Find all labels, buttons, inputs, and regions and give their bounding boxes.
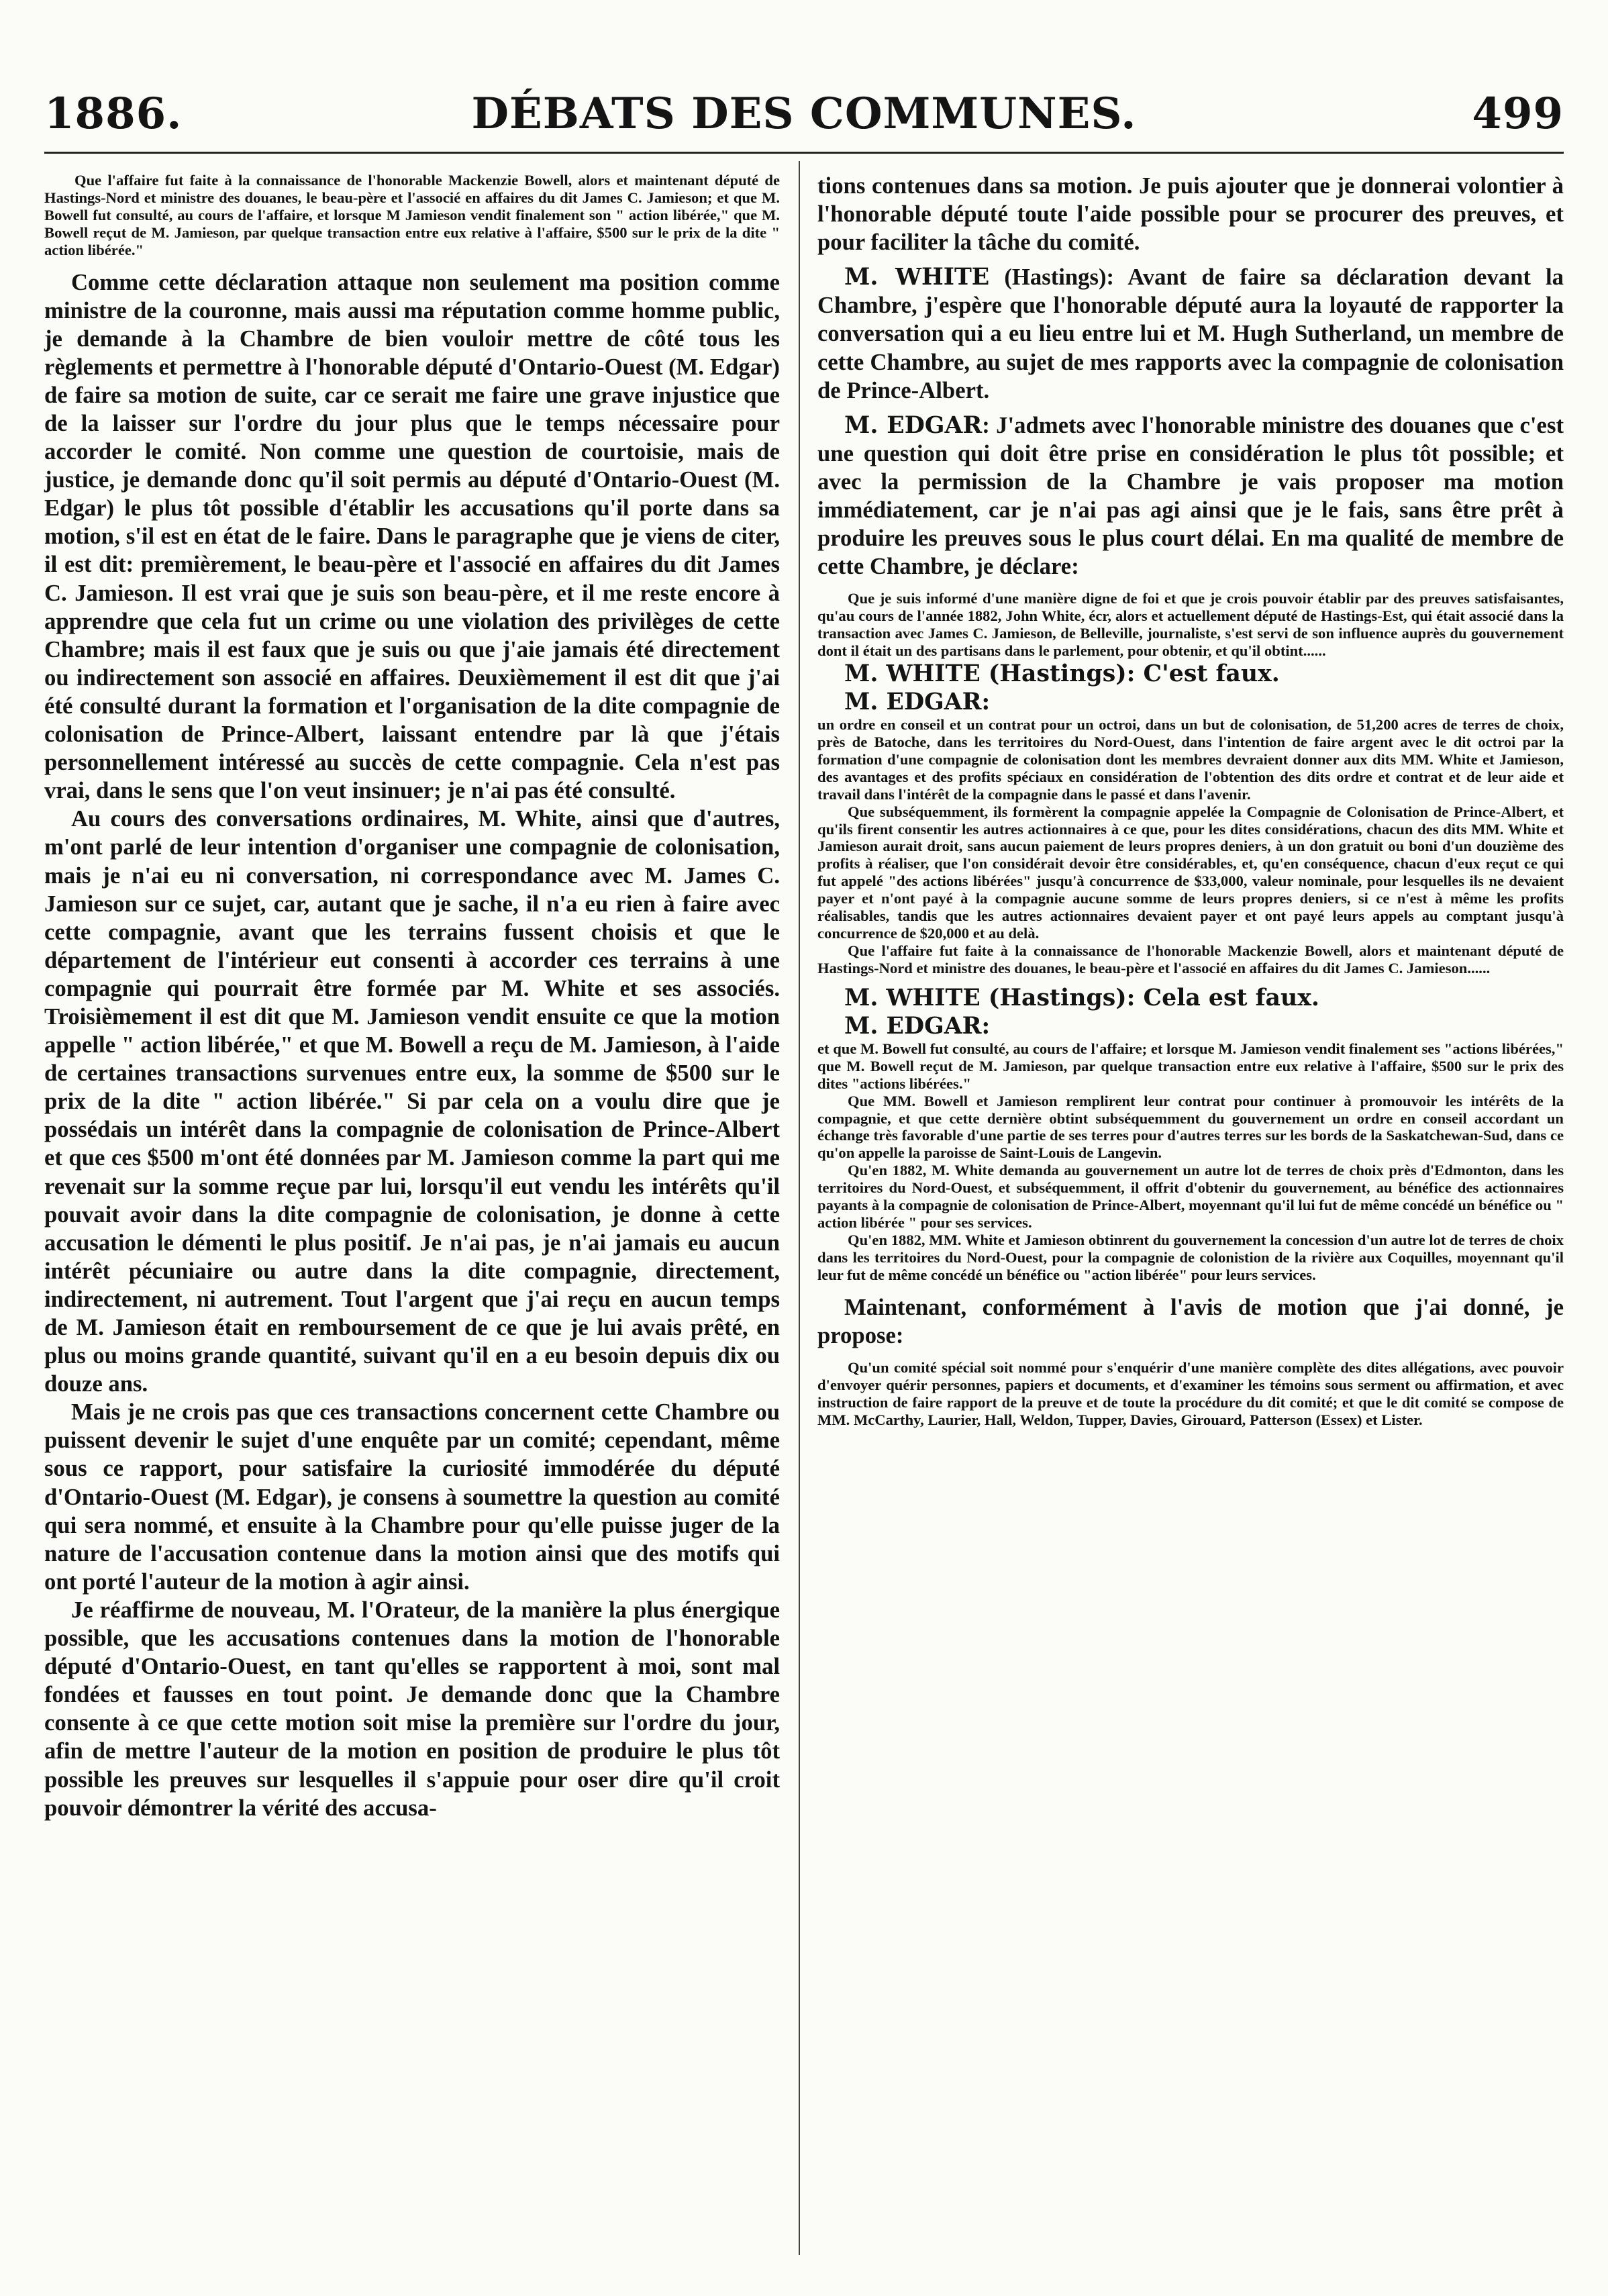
body-paragraph: Je réaffirme de nouveau, M. l'Orateur, de la manière la plus énergique possible, que les accusations contenues dans la motion de l'honorable député d'Ontario-Ouest, en tant qu'elles se rapportent à moi, sont mal fondées et fausses en tout point. Je demande donc que la Chambre consente à ce que cette motion soit mise la première sur l'ordre du jour, afin de mettre l'auteur de la motion en position de produire le plus tôt possible les preuves sur lesquelles il s'appuie pour oser dire qu'il croit pouvoir démontrer la vérité des accusa-	[44, 1596, 780, 1821]
body-paragraph: Au cours des conversations ordinaires, M. White, ainsi que d'autres, m'ont parlé de leur intention d'organiser une compagnie de colonisation, mais je n'ai eu ni conversation, ni correspondance avec M. James C. Jamieson sur ce sujet, car, autant que je sache, il n'a eu rien à faire avec cette compagnie, avant que les terrains fussent choisis et que le département de l'intérieur eut consenti à accorder ces terrains à une compagnie qui pourrait être formée par M. White et ses associés. Troisièmement il est dit que M. Jamieson vendit ensuite ce que la motion appelle " action libérée," et que M. Bowell a reçu de M. Jamieson, à l'aide de certaines transactions survenues entre eux, la somme de $500 sur le prix de la dite " action libérée." Si par cela on a voulu dire que je possédais un intérêt dans la compagnie de colonisation de Prince-Albert et que ces $500 m'ont été données par M. Jamieson comme la part qui me revenait sur la somme reçue par lui, lorsqu'il eut vendu les intérêts qu'il pouvait avoir dans la dite compagnie de colonisation, je donne à cette accusation le démenti le plus positif. Je n'ai pas, je n'ai jamais eu aucun intérêt pécuniaire ou autre dans la dite compagnie, directement, indirectement, ni autrement. Tout l'argent que j'ai reçu en aucun temps de M. Jamieson était en remboursement de ce que je lui avais prêté, en plus ou moins grande quantité, suivant qu'il en a eu besoin depuis dix ou douze ans.	[44, 805, 780, 1397]
speech-edgar	[817, 411, 1564, 581]
quoted-paragraph: un ordre en conseil et un contrat pour un octroi, dans un but de colonisation, de 51,200 acres de terres de choix, près de Batoche, dans les territoires du Nord-Ouest, dans l'intention de faire argent avec le dit octroi par la formation d'une compagnie de colonisation dont les membres devraient donner aux dits MM. White et Jamieson, des avantages et des profits spéciaux en considération de l'obtention des dits ordre et contrat et de leur aide et travail dans l'intérêt de la compagnie dans le passé et dans l'avenir.	[817, 716, 1564, 803]
speaker-line: M. WHITE (Hastings): Cela est faux.	[844, 983, 1319, 1011]
quoted-paragraph: Qu'un comité spécial soit nommé pour s'enquérir d'une manière complète des dites allégations, avec pouvoir d'envoyer quérir personnes, papiers et documents, et d'examiner les témoins sous serment ou affirmation, et avec instruction de faire rapport de la preuve et de toute la procédure du dit comité; et que le dit comité se compose de MM. McCarthy, Laurier, Hall, Weldon, Tupper, Davies, Girouard, Patterson (Essex) et Lister.	[817, 1358, 1564, 1428]
body-paragraph: Comme cette déclaration attaque non seulement ma position comme ministre de la couronne, mais aussi ma réputation comme homme public, je demande à la Chambre de bien vouloir mettre de côté tous les règlements et permettre à l'honorable député d'Ontario-Ouest (M. Edgar) de faire sa motion de suite, car ce serait me faire une grave injustice que de la laisser sur l'ordre du jour plus que le temps nécessaire pour accorder le comité. Non comme une question de courtoisie, mais de justice, je demande donc qu'il soit permis au député d'Ontario-Ouest (M. Edgar) le plus tôt possible d'établir les accusations qu'il porte dans sa motion, s'il est en état de le faire. Dans le paragraphe que je viens de citer, il est dit: premièrement, le beau-père et l'associé en affaires du dit James C. Jamieson. Il est vrai que je suis son beau-père, et il me reste encore à apprendre que cela fut un crime ou une violation des privilèges de cette Chambre; mais il est faux que je suis ou que j'aie jamais été directement ou indirectement son associé en affaires. Deuxièmement il est dit que j'ai été consulté durant la formation et l'organisation de la dite compagnie de colonisation de Prince-Albert, laissant entendre par là que j'étais personnellement intéressé au succès de cette compagnie. Cela n'est pas vrai, dans le sens que l'on veut insinuer; je n'ai pas été consulté.	[44, 268, 780, 804]
quoted-paragraph: Que je suis informé d'une manière digne de foi et que je crois pouvoir établir par des preuves satisfaisantes, qu'au cours de l'année 1882, John White, écr, alors et actuellement député de Hastings-Est, qui était associé dans la transaction avec James C. Jamieson, de Belleville, journaliste, s'est servi de son influence auprès du gouvernement dont il était un des partisans dans le parlement, pour obtenir, et qu'il obtint......	[817, 590, 1564, 660]
speech-text: (Hastings): Avant de faire sa déclaration devant la Chambre, j'espère que l'honorable député aura la loyauté de rapporter la conversation qui a eu lieu entre lui et M. Hugh Sutherland, un membre de cette Chambre, au sujet de mes rapports avec la compagnie de colonisation de Prince-Albert.	[817, 264, 1564, 403]
speaker-line: M. WHITE (Hastings): C'est faux.	[844, 659, 1280, 687]
body-paragraph: tions contenues dans sa motion. Je puis ajouter que je donnerai volontier à l'honorable député toute l'aide possible pour se procurer des preuves, et pour faciliter la tâche du comité.	[817, 172, 1564, 256]
header-year: 1886.	[44, 89, 183, 139]
quoted-paragraph: Que l'affaire fut faite à la connaissance de l'honorable Mackenzie Bowell, alors et maintenant député de Hastings-Nord et ministre des douanes, le beau-père et l'associé en affaires du dit James C. Jamieson......	[817, 942, 1564, 977]
quoted-paragraph: et que M. Bowell fut consulté, au cours de l'affaire; et lorsque M. Jamieson vendit finalement ses "actions libérées," que M. Bowell reçut de M. Jamieson, par quelque transaction entre eux relative à l'affaire, $500 sur le prix des dites "actions libérées."	[817, 1040, 1564, 1092]
speaker-line: M. EDGAR:	[844, 1011, 991, 1040]
speaker-name: M. WHITE	[844, 263, 990, 291]
header-rule	[44, 152, 1564, 154]
quoted-paragraph: Qu'en 1882, M. White demanda au gouvernement un autre lot de terres de choix près d'Edmonton, dans les territoires du Nord-Ouest, et subséquemment, il offrit d'obtenir du gouvernement, au bénéfice des actionnaires payants à la compagnie de colonisation de Prince-Albert, moyennant qu'il lui fut de même concédé un bénéfice ou " action libérée " pour ses services.	[817, 1162, 1564, 1231]
speaker-name: M. EDGAR	[844, 411, 983, 439]
speaker-line: M. EDGAR:	[844, 688, 991, 716]
quoted-paragraph: Qu'en 1882, MM. White et Jamieson obtinrent du gouvernement la concession d'un autre lot de terres de choix dans les territoires du Nord-Ouest, pour la compagnie de colonistion de la rivière aux Coquilles, moyennant qu'il leur fut de même concédé un bénéfice ou "action libérée" pour leurs services.	[817, 1231, 1564, 1283]
speech-white	[817, 263, 1564, 404]
body-paragraph: Mais je ne crois pas que ces transactions concernent cette Chambre ou puissent devenir le sujet d'une enquête par un comité; cependant, même sous ce rapport, pour satisfaire la curiosité immodérée du député d'Ontario-Ouest (M. Edgar), je consens à soumettre la question au comité qui sera nommé, et ensuite à la Chambre pour qu'elle puisse juger de la nature de l'accusation contenue dans la motion ainsi que des motifs qui ont porté l'auteur de la motion à agir ainsi.	[44, 1399, 780, 1595]
quoted-paragraph: Que MM. Bowell et Jamieson remplirent leur contrat pour continuer à promouvoir les intérêts de la compagnie, et que cette dernière obtint subséquemment du gouvernement un ordre en conseil accordant un échange très favorable d'une partie de ses terres pour d'autres terres sur les bords de la Saskatchewan-Sud, dans ce qu'on appelle la paroisse de Saint-Louis de Langevin.	[817, 1092, 1564, 1162]
column-divider	[799, 161, 800, 2255]
page-number: 499	[1472, 89, 1564, 139]
page-header	[44, 89, 1564, 145]
quoted-paragraph: Que l'affaire fut faite à la connaissance de l'honorable Mackenzie Bowell, alors et maintenant député de Hastings-Nord et ministre des douanes, le beau-père et l'associé en affaires du dit James C. Jamieson; et que M. Bowell fut consulté, au cours de l'affaire, et lorsque M Jamieson vendit finalement son " action libérée," que M. Bowell reçut de M. Jamieson, par quelque transaction entre eux relative à l'affaire, $500 sur le prix de la dite " action libérée."	[44, 172, 780, 258]
header-title: DÉBATS DES COMMUNES.	[471, 89, 1137, 139]
body-paragraph: Maintenant, conformément à l'avis de motion que j'ai donné, je propose:	[817, 1293, 1564, 1348]
quoted-paragraph: Que subséquemment, ils formèrent la compagnie appelée la Compagnie de Colonisation de Prince-Albert, et qu'ils firent consentir les autres actionnaires à ce que, pour les dites considérations, chacun des dits MM. White et Jamieson aurait droit, sans aucun paiement de leurs propres deniers, à un don gratuit ou boni d'un douzième des profits à réaliser, que l'on considérait devoir être considérables, et, qu'en conséquence, chacun d'eux reçut ce qui fut appelé "des actions libérées" jusqu'à concurrence de $33,000, valeur nominale, pour lesquelles ils ne devaient payer et n'ont payé à la compagnie aucune somme de leurs propres deniers, si ce n'est à même les profits réalisables, tandis que les autres actionnaires devaient payer et ont payé leurs appels au comptant jusqu'à concurrence de $20,000 et au delà.	[817, 803, 1564, 942]
left-column	[44, 172, 780, 1822]
speech-text: : J'admets avec l'honorable ministre des douanes que c'est une question qui doit être prise en considération le plus tôt possible; et avec la permission de la Chambre je vais proposer ma motion immédiatement, car je n'ai pas agi ainsi que je le fais, sans être prêt à produire les preuves sous le plus court délai. En ma qualité de membre de cette Chambre, je déclare:	[817, 411, 1564, 580]
right-column	[817, 172, 1564, 1428]
